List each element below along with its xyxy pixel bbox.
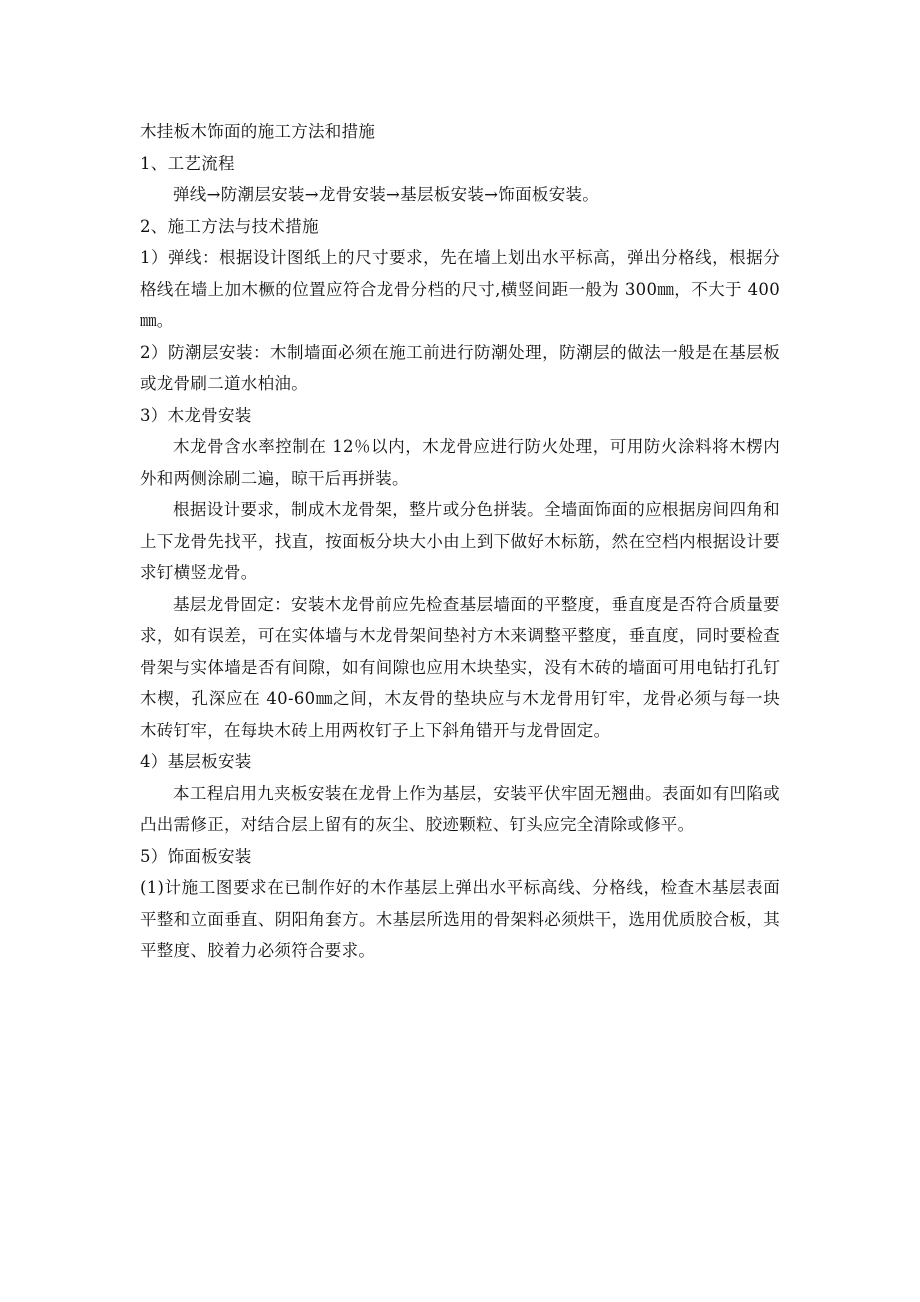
document-body [140, 116, 780, 967]
paragraph-moisture-layer: 2）防潮层安装：木制墙面必须在施工前进行防潮处理，防潮层的做法一般是在基层板或龙骨刷二道水柏油。 [140, 342, 780, 393]
process-flow-text: 弹线→防潮层安装→龙骨安装→基层板安装→饰面板安装。 [173, 185, 600, 204]
paragraph-keel-moisture: 木龙骨含水率控制在 12％以内，木龙骨应进行防火处理，可用防火涂料将木楞内外和两侧涂刷二遍，晾干后再拼装。 [140, 437, 780, 488]
subheading-base-board: 4）基层板安装 [140, 752, 252, 771]
paragraph-veneer-board: (1)计施工图要求在已制作好的木作基层上弹出水平标高线、分格线，检查木基层表面平整和立面垂直、阴阳角套方。木基层所选用的骨架料必须烘干，选用优质胶合板，其平整度、胶着力必须符合要求。 [140, 878, 780, 960]
paragraph-snapline: 1）弹线：根据设计图纸上的尺寸要求，先在墙上划出水平标高，弹出分格线，根据分格线在墙上加木橛的位置应符合龙骨分档的尺寸,横竖间距一般为 300㎜，不大于 400㎜。 [140, 248, 780, 330]
document-title: 木挂板木饰面的施工方法和措施 [140, 122, 376, 141]
paragraph-keel-frame: 根据设计要求，制成木龙骨架，整片或分色拼装。全墙面饰面的应根据房间四角和上下龙骨先找平，找直，按面板分块大小由上到下做好木标筋，然在空档内根据设计要求钉横竖龙骨。 [140, 500, 780, 582]
subheading-veneer-board: 5）饰面板安装 [140, 846, 252, 866]
section-heading-process: 1、工艺流程 [140, 153, 235, 173]
subheading-wood-keel: 3）木龙骨安装 [140, 405, 252, 425]
paragraph-keel-fixing: 基层龙骨固定：安装木龙骨前应先检查基层墙面的平整度，垂直度是否符合质量要求，如有误差，可在实体墙与木龙骨架间垫衬方木来调整平整度，垂直度，同时要检查骨架与实体墙是否有间隙，如有间隙也应用木块垫实，没有木砖的墙面可用电钻打孔钉木楔，孔深应在 40-60㎜之间，木友骨的垫块应与木龙骨用钉牢，龙骨必须与每一块木砖钉牢，在每块木砖上用两枚钉子上下斜角错开与龙骨固定。 [140, 594, 780, 740]
paragraph-base-board: 本工程启用九夹板安装在龙骨上作为基层，安装平伏牢固无翘曲。表面如有凹陷或凸出需修正，对结合层上留有的灰尘、胶迹颗粒、钉头应完全清除或修平。 [140, 783, 780, 834]
section-heading-methods: 2、施工方法与技术措施 [140, 216, 319, 236]
